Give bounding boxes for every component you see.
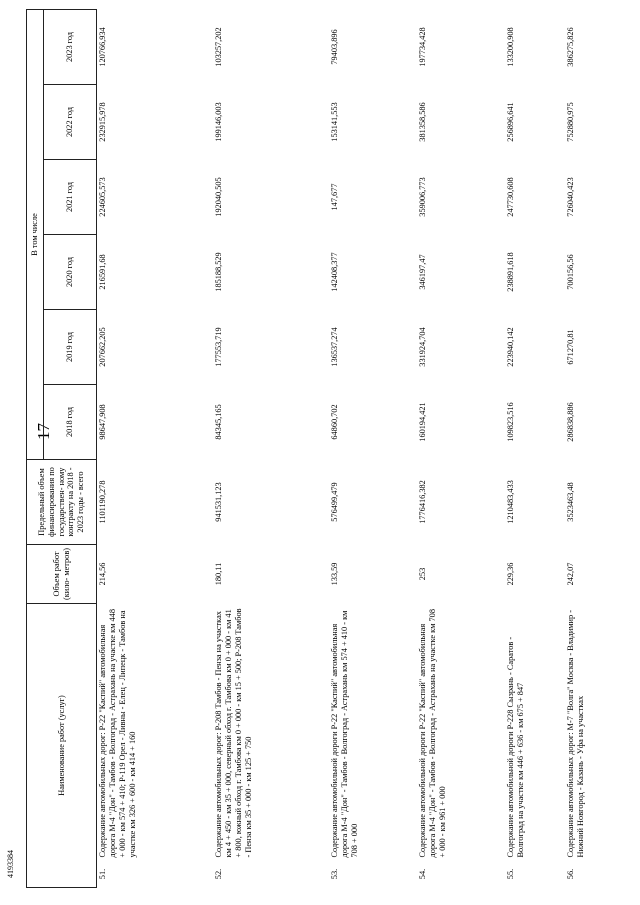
row-2020: 700156,56 — [566, 254, 576, 290]
row-2020: 216591,68 — [98, 254, 107, 290]
row-volume: 253 — [417, 567, 427, 581]
row-volume: 133,59 — [329, 562, 339, 586]
row-2018: 64860,702 — [329, 404, 339, 440]
row-limit: 1210483,433 — [505, 480, 515, 524]
row-title: Содержание автомобильной дороги Р-22 "Каспий" автомобильная дорога М-4 "Дон" - Тамбов - Волгоград - Астрахань на участке км 708 + 000 - км 961 + 000 — [417, 609, 447, 858]
row-2019: 177553,719 — [214, 327, 224, 367]
table-row — [97, 9, 214, 887]
row-2019: 207662,205 — [98, 327, 107, 367]
rotated-table-container — [26, 10, 626, 888]
row-2018: 160194,421 — [417, 402, 427, 442]
row-limit: 576499,479 — [329, 482, 339, 522]
row-index: 56. — [566, 868, 576, 880]
page-number: 17 — [34, 423, 53, 440]
row-2020: 142408,377 — [329, 252, 339, 292]
row-2020: 346197,47 — [417, 254, 427, 290]
row-2022: 232915,978 — [98, 102, 107, 142]
row-2023: 386275,826 — [566, 27, 576, 67]
row-2021: 224605,573 — [98, 177, 107, 217]
row-2022: 752880,975 — [566, 102, 576, 142]
row-2019: 136537,274 — [329, 327, 339, 367]
header-year-2018: 2018 год — [44, 384, 97, 459]
works-financing-table — [26, 9, 626, 888]
row-title: Содержание автомобильной дороги Р-22 "Каспий" автомобильная дорога М-4 "Дон" - Тамбов - Волгоград - Астрахань км 574 + 410 - км 708 + 000 — [329, 610, 359, 858]
row-title: Содержание автомобильной дороги Р-228 Сызрань - Саратов - Волгоград на участке км 446 + 636 - км 675 + 847 — [505, 636, 525, 858]
row-volume: 242,07 — [566, 562, 576, 586]
row-2023: 197734,428 — [417, 27, 427, 67]
table-row — [417, 9, 505, 887]
row-2023: 120766,934 — [98, 27, 107, 67]
row-title: Содержание автомобильных дорог: Р-22 "Каспий" автомобильная дорога М-4 "Дон" - Тамбов - Волгоград - Астрахань на участке км 448 + 000 - км 574 + 410; Р-119 Орел - Ливны - Елец - Липецк - Тамбов на участке км 326 + 600 - км 414 + 160 — [98, 609, 137, 858]
header-volume: Объем работ (кило- метров) — [27, 544, 97, 603]
row-2021: 192040,505 — [214, 177, 224, 217]
row-2018: 109823,516 — [505, 402, 515, 442]
table-row — [565, 9, 626, 887]
row-2022: 256896,641 — [505, 102, 515, 142]
row-2022: 199146,003 — [214, 102, 224, 142]
header-year-2019: 2019 год — [44, 309, 97, 384]
row-limit: 3523463,48 — [566, 482, 576, 522]
header-year-2021: 2021 год — [44, 159, 97, 234]
header-incl: В том числе — [27, 9, 44, 459]
header-year-2020: 2020 год — [44, 234, 97, 309]
row-2023: 133200,908 — [505, 27, 515, 67]
row-limit: 1101190,278 — [98, 480, 107, 524]
row-volume: 229,36 — [505, 562, 515, 586]
row-2022: 381358,586 — [417, 102, 427, 142]
row-2020: 238891,618 — [505, 252, 515, 292]
row-volume: 180,11 — [214, 562, 224, 586]
row-title: Содержание автомобильных дорог: Р-208 Тамбов - Пенза на участках км 4 + 450 - км 35 + 000, северный обход г. Тамбова км 0 + 000 - км 41 + 800, южный обход г. Тамбова км 0 + 000 - км 15 + 500; Р-208 Тамбов - Пенза км 35 + 000 - км 125 + 750 — [214, 608, 254, 858]
row-2019: 223940,142 — [505, 327, 515, 367]
row-2021: 247730,608 — [505, 177, 515, 217]
row-2019: 331924,704 — [417, 327, 427, 367]
row-index: 52. — [214, 868, 224, 880]
row-2018: 286838,886 — [566, 402, 576, 442]
row-2021: 359006,773 — [417, 177, 427, 217]
row-2022: 153141,553 — [329, 102, 339, 142]
row-2020: 185188,529 — [214, 252, 224, 292]
row-index: 51. — [98, 868, 107, 880]
document-number: 4193384 — [6, 850, 15, 878]
row-index: 55. — [505, 868, 515, 880]
row-2018: 84345,165 — [214, 404, 224, 440]
row-2021: 726040,423 — [566, 177, 576, 217]
row-title: Содержание автомобильных дорог: М-7 "Волга" Москва - Владимир - Нижний Новгород - Казань - Уфа на участках — [566, 610, 586, 858]
header-name: Наименование работ (услуг) — [27, 603, 97, 887]
row-2019: 671270,81 — [566, 329, 576, 365]
row-2023: 79403,896 — [329, 29, 339, 65]
table-row — [505, 9, 566, 887]
header-limit: Предельный объем финансирования по государствен- ному контракту на 2018 - 2023 годы - всего — [27, 459, 97, 544]
table-row — [329, 9, 417, 887]
row-2023: 103257,202 — [214, 27, 224, 67]
row-index: 54. — [417, 868, 427, 880]
row-limit: 1776416,382 — [417, 480, 427, 524]
table-body — [97, 9, 627, 887]
header-year-2023: 2023 год — [44, 9, 97, 84]
row-2018: 98647,908 — [98, 404, 107, 440]
row-index: 53. — [329, 868, 339, 880]
row-2021: 147,677 — [329, 183, 339, 211]
header-year-2022: 2022 год — [44, 84, 97, 159]
row-limit: 941531,123 — [214, 482, 224, 522]
table-row — [213, 9, 329, 887]
row-volume: 214,56 — [98, 562, 107, 586]
